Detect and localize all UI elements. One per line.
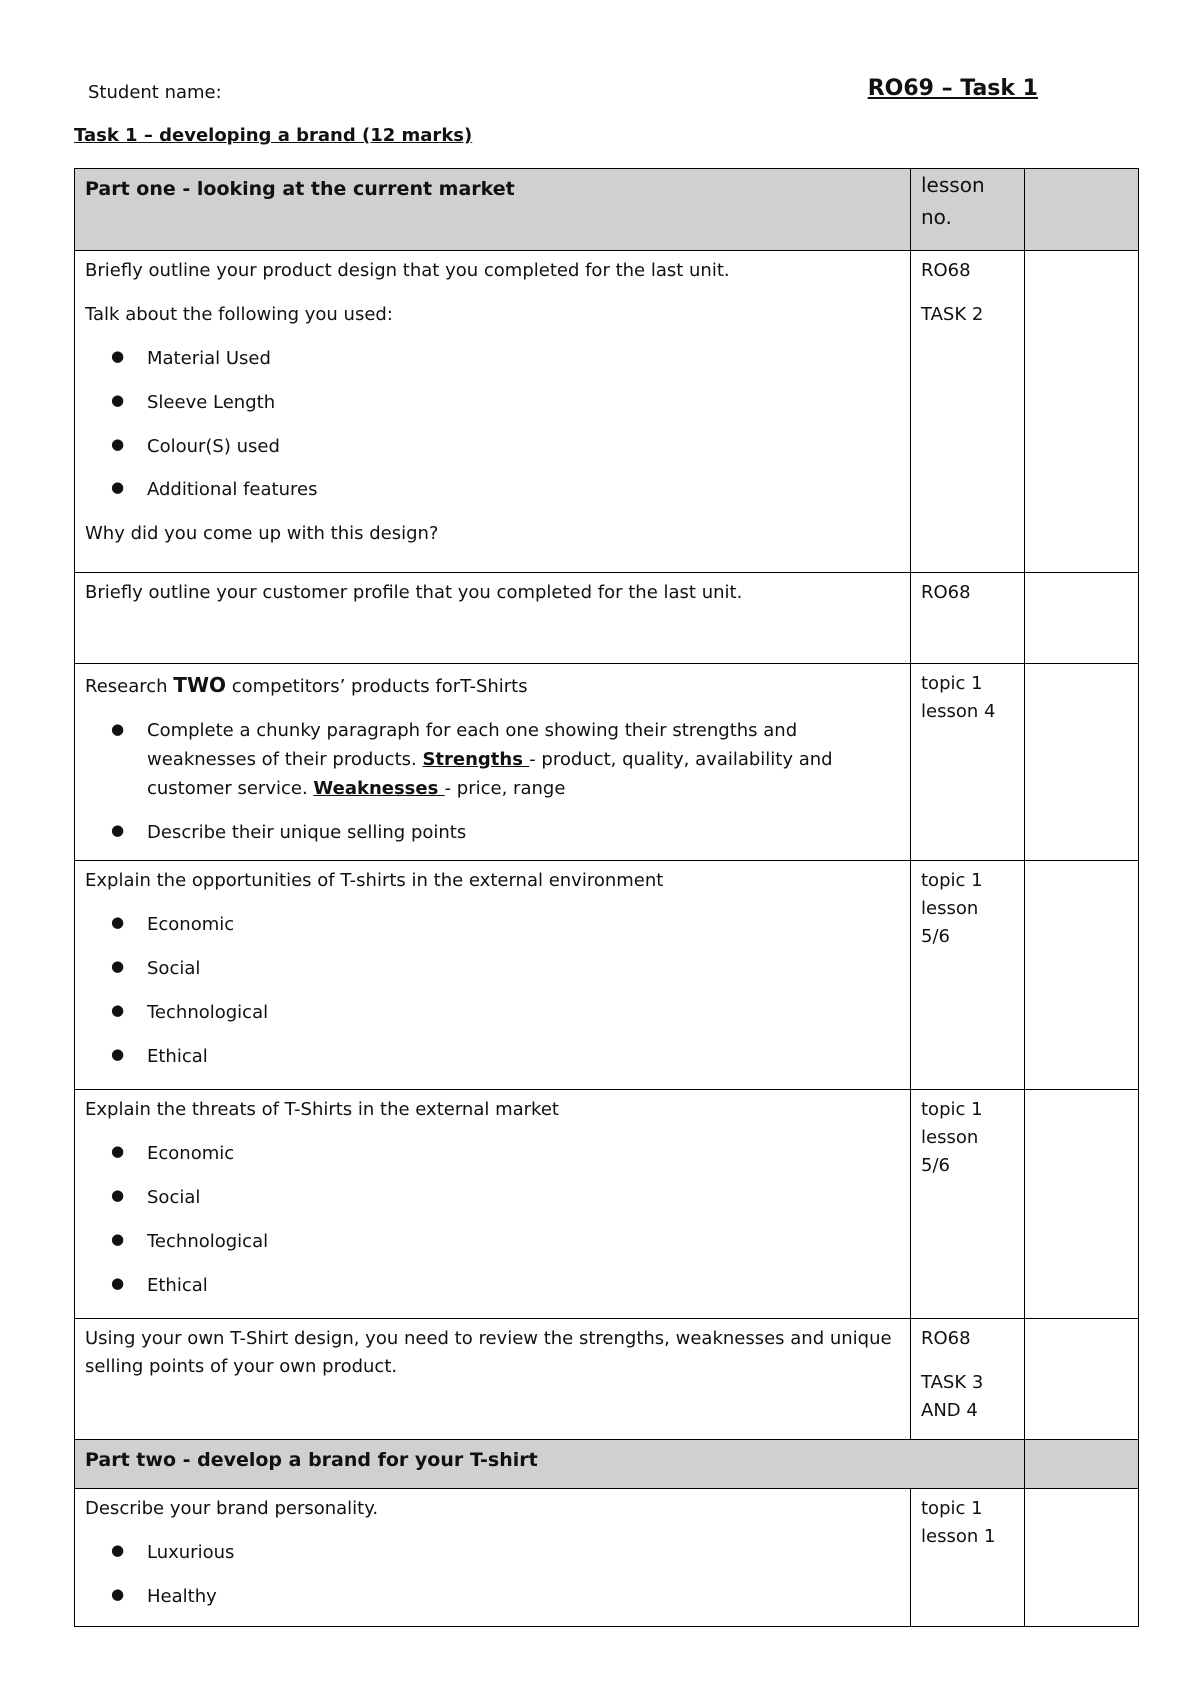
lesson-ref-cell <box>911 861 1025 1090</box>
task-table <box>74 168 1139 1627</box>
part-two-header-row <box>75 1440 1139 1489</box>
list-item: ● Sleeve Length <box>147 389 900 417</box>
mark-cell <box>1025 1489 1139 1627</box>
strengths-label: Strengths <box>422 748 530 770</box>
lesson-ref-line: lesson 4 <box>921 700 996 722</box>
competitors-intro-two: TWO <box>173 673 227 697</box>
part-one-title-cell <box>75 169 911 251</box>
list-item: ● Social <box>147 955 900 983</box>
competitors-intro-pre: Research <box>85 676 174 697</box>
page-header <box>88 76 1038 116</box>
lesson-ref-line: topic 1 <box>921 1498 983 1519</box>
lesson-ref-line: lesson 1 <box>921 1525 996 1547</box>
list-item: ● Describe their unique selling points <box>147 819 900 847</box>
list-item: ● Luxurious <box>147 1539 900 1567</box>
table-row <box>75 664 1139 861</box>
weaknesses-label: Weaknesses <box>313 777 445 799</box>
lesson-ref-line: 5/6 <box>921 1154 950 1176</box>
lesson-ref-line: RO68 <box>921 1328 971 1349</box>
lesson-ref-cell <box>911 573 1025 664</box>
mark-cell <box>1025 861 1139 1090</box>
table-row <box>75 1090 1139 1319</box>
lesson-ref-line: RO68 <box>921 582 971 603</box>
mark-cell <box>1025 664 1139 861</box>
mark-header-cell <box>1025 1440 1139 1489</box>
lesson-ref-line: topic 1 <box>921 673 983 694</box>
lesson-ref-cell <box>911 1489 1025 1627</box>
bullet-text-pre: Complete a chunky paragraph for each one showing their strengths and weaknesses of their products. <box>147 720 798 770</box>
lesson-ref-cell <box>911 1319 1025 1440</box>
own-design-cell <box>75 1319 911 1440</box>
lesson-ref-line: 5/6 <box>921 925 950 947</box>
list-item: ● Social <box>147 1184 900 1212</box>
part-one-header-row <box>75 169 1139 251</box>
mark-header-cell <box>1025 169 1139 251</box>
brand-personality-intro: Describe your brand personality. <box>85 1498 379 1519</box>
bullet-text-mid: - product, quality, availability and customer service. <box>147 748 833 799</box>
table-row <box>75 251 1139 573</box>
document-code: RO69 – Task 1 <box>867 76 1038 101</box>
list-item: ● Economic <box>147 1140 900 1168</box>
lesson-ref-line: lesson <box>921 897 979 919</box>
lesson-ref-cell <box>911 664 1025 861</box>
brand-personality-cell <box>75 1489 911 1627</box>
product-design-list <box>85 345 900 505</box>
table-row <box>75 573 1139 664</box>
list-item: ● Ethical <box>147 1043 900 1071</box>
competitors-intro-post: competitors’ products forT-Shirts <box>226 676 528 697</box>
threats-cell <box>75 1090 911 1319</box>
customer-profile-cell <box>75 573 911 664</box>
opportunities-cell <box>75 861 911 1090</box>
table-row <box>75 861 1139 1090</box>
own-design-text: Using your own T-Shirt design, you need to review the strengths, weaknesses and unique selling points of your own product. <box>85 1328 892 1377</box>
competitors-list <box>85 717 900 847</box>
product-design-cell <box>75 251 911 573</box>
competitors-cell <box>75 664 911 861</box>
lesson-no-header-cell <box>911 169 1025 251</box>
part-two-title-cell <box>75 1440 1025 1489</box>
part-two-title: Part two - develop a brand for your T-shirt <box>85 1449 538 1471</box>
competitors-intro <box>85 670 900 701</box>
part-one-title: Part one - looking at the current market <box>85 178 515 200</box>
brand-personality-list <box>85 1539 900 1611</box>
list-item: ● Technological <box>147 999 900 1027</box>
lesson-ref-line: topic 1 <box>921 870 983 891</box>
lesson-ref-line: lesson <box>921 1126 979 1148</box>
list-item: ● Material Used <box>147 345 900 373</box>
list-item: ● Additional features <box>147 476 900 504</box>
opportunities-intro: Explain the opportunities of T-shirts in the external environment <box>85 870 664 891</box>
threats-list <box>85 1140 900 1300</box>
table-row <box>75 1319 1139 1440</box>
product-design-talk: Talk about the following you used: <box>85 303 393 325</box>
lesson-header-line-2: no. <box>921 205 952 229</box>
list-item: ● Technological <box>147 1228 900 1256</box>
table-row <box>75 1489 1139 1627</box>
mark-cell <box>1025 251 1139 573</box>
threats-intro: Explain the threats of T-Shirts in the external market <box>85 1099 559 1120</box>
mark-cell <box>1025 573 1139 664</box>
lesson-ref-line: topic 1 <box>921 1099 983 1120</box>
lesson-ref-cell <box>911 1090 1025 1319</box>
student-name-label: Student name: <box>88 82 222 103</box>
lesson-header-line-1: lesson <box>921 173 985 197</box>
bullet-text-post: - price, range <box>444 777 566 799</box>
lesson-ref-line: RO68 <box>921 260 971 281</box>
task-title: Task 1 – developing a brand (12 marks) <box>74 125 473 146</box>
product-design-question: Why did you come up with this design? <box>85 523 439 545</box>
list-item <box>147 717 900 803</box>
list-item: ● Healthy <box>147 1583 900 1611</box>
list-item: ● Colour(S) used <box>147 433 900 461</box>
lesson-ref-line: TASK 3 <box>921 1371 984 1393</box>
lesson-ref-line: AND 4 <box>921 1399 978 1421</box>
opportunities-list <box>85 911 900 1071</box>
list-item: ● Ethical <box>147 1272 900 1300</box>
mark-cell <box>1025 1090 1139 1319</box>
customer-profile-text: Briefly outline your customer profile that you completed for the last unit. <box>85 582 743 603</box>
list-item: ● Economic <box>147 911 900 939</box>
lesson-ref-line: TASK 2 <box>921 303 984 325</box>
product-design-intro: Briefly outline your product design that you completed for the last unit. <box>85 260 730 281</box>
lesson-ref-cell <box>911 251 1025 573</box>
mark-cell <box>1025 1319 1139 1440</box>
